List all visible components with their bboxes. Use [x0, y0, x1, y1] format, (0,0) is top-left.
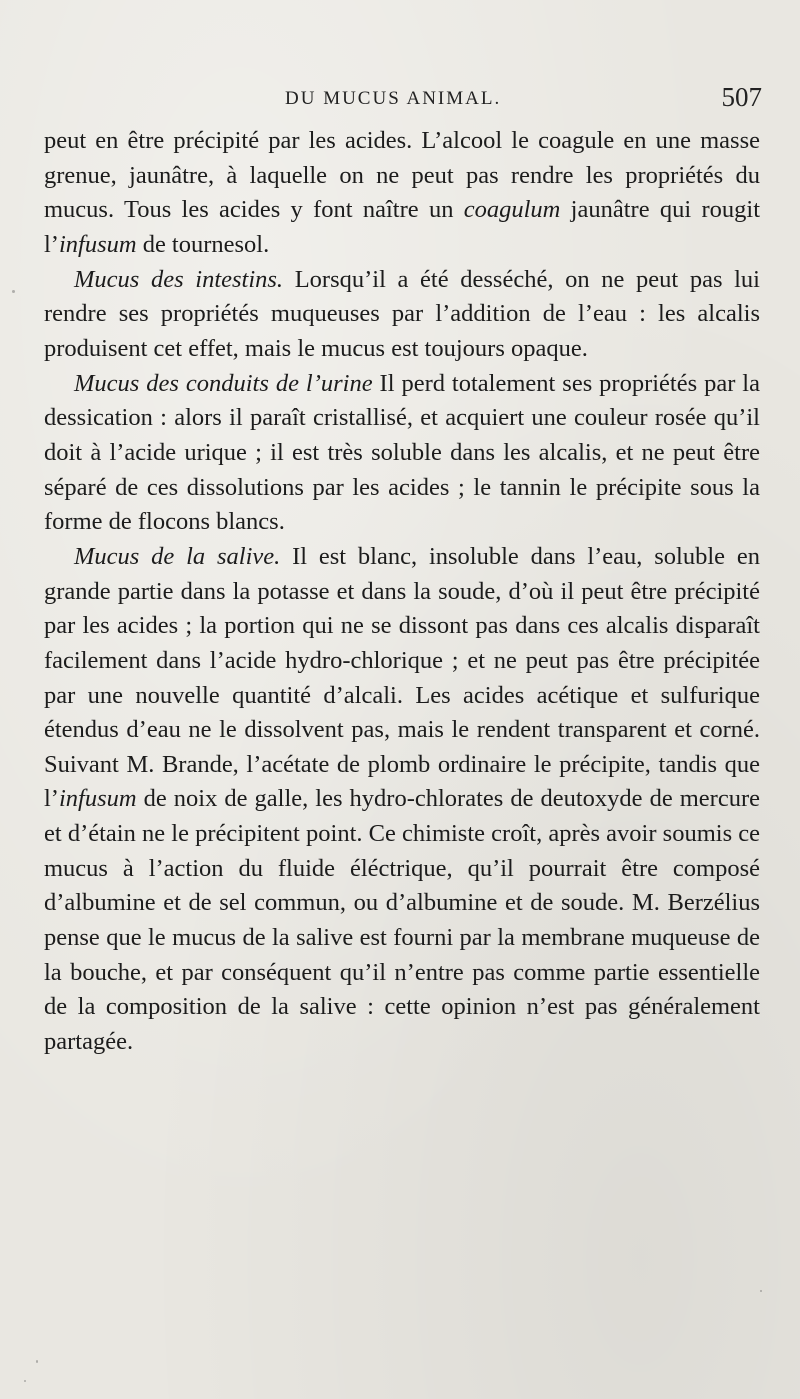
- paper-speck: [760, 1290, 762, 1292]
- section-heading: Mucus des intestins.: [74, 265, 284, 293]
- text-run: jaunâtre qui rougit l’: [44, 196, 760, 258]
- section-heading: Mucus de la salive.: [74, 542, 281, 570]
- text-run: Il est blanc, insoluble dans l’eau, soluble en grande partie dans la potasse et dans la soude, d’où il peut être précipité par les acides ; la portion qui ne se dissont pas dans ces alcalis disparaît facilement dans l’acide hydro-chlorique ; et ne peut pas être précipitée par une nouvelle quantité d’alcali. Les acides acétique et sulfurique étendus d’eau ne le dissolvent pas, mais le rendent transparent et corné. Suivant M. Brande, l’acétate de plomb ordinaire le précipite, tandis que l’: [44, 542, 760, 813]
- text-run: de noix de galle, les hydro-chlorates de deutoxyde de mercure et d’étain ne le précipitent point. Ce chimiste croît, après avoir soumis ce mucus à l’action du fluide éléctrique, qu’il pourrait être composé d’albumine et de sel commun, ou d’albumine et de soude. M. Berzélius pense que le mucus de la salive est fourni par la membrane muqueuse de la bouche, et par conséquent qu’il n’entre pas comme partie essentielle de la composition de la salive : cette opinion n’est pas généralement partagée.: [44, 785, 760, 1056]
- text-run: Il perd totalement ses propriétés par la dessication : alors il paraît cristallisé, et acquiert une couleur rosée qu’il doit à l’acide urique ; il est très soluble dans les alcalis, et ne peut être séparé de ces dissolutions par les acides ; le tannin le précipite sous la forme de flocons blancs.: [44, 369, 760, 536]
- italic-term: infusum: [58, 785, 137, 813]
- paragraph-mucus-intestins: [44, 263, 760, 367]
- section-heading: Mucus des conduits de l’urine: [74, 369, 373, 397]
- running-title: DU MUCUS ANIMAL.: [285, 88, 502, 109]
- page-number: 507: [721, 82, 762, 112]
- paragraph-mucus-salive: [44, 540, 760, 1060]
- text-run: Lorsqu’il a été desséché, on ne peut pas lui rendre ses propriétés muqueuses par l’addition de l’eau : les alcalis produisent cet effet, mais le mucus est toujours opaque.: [44, 265, 760, 362]
- paragraph-mucus-urine: [44, 367, 760, 540]
- text-run: de tournesol.: [136, 230, 270, 258]
- body-text: [44, 124, 760, 1060]
- paper-speck: [12, 290, 15, 293]
- paper-speck: [36, 1360, 38, 1363]
- text-run: peut en être précipité par les acides. L’alcool le coagule en une masse grenue, jaunâtre, à laquelle on ne peut pas rendre les propriétés du mucus. Tous les acides y font naître un: [44, 127, 760, 224]
- italic-term: coagulum: [463, 196, 561, 224]
- paper-speck: [24, 1380, 26, 1382]
- paragraph-continuation: [44, 124, 760, 263]
- italic-term: infusum: [58, 230, 137, 258]
- running-header: [0, 82, 800, 116]
